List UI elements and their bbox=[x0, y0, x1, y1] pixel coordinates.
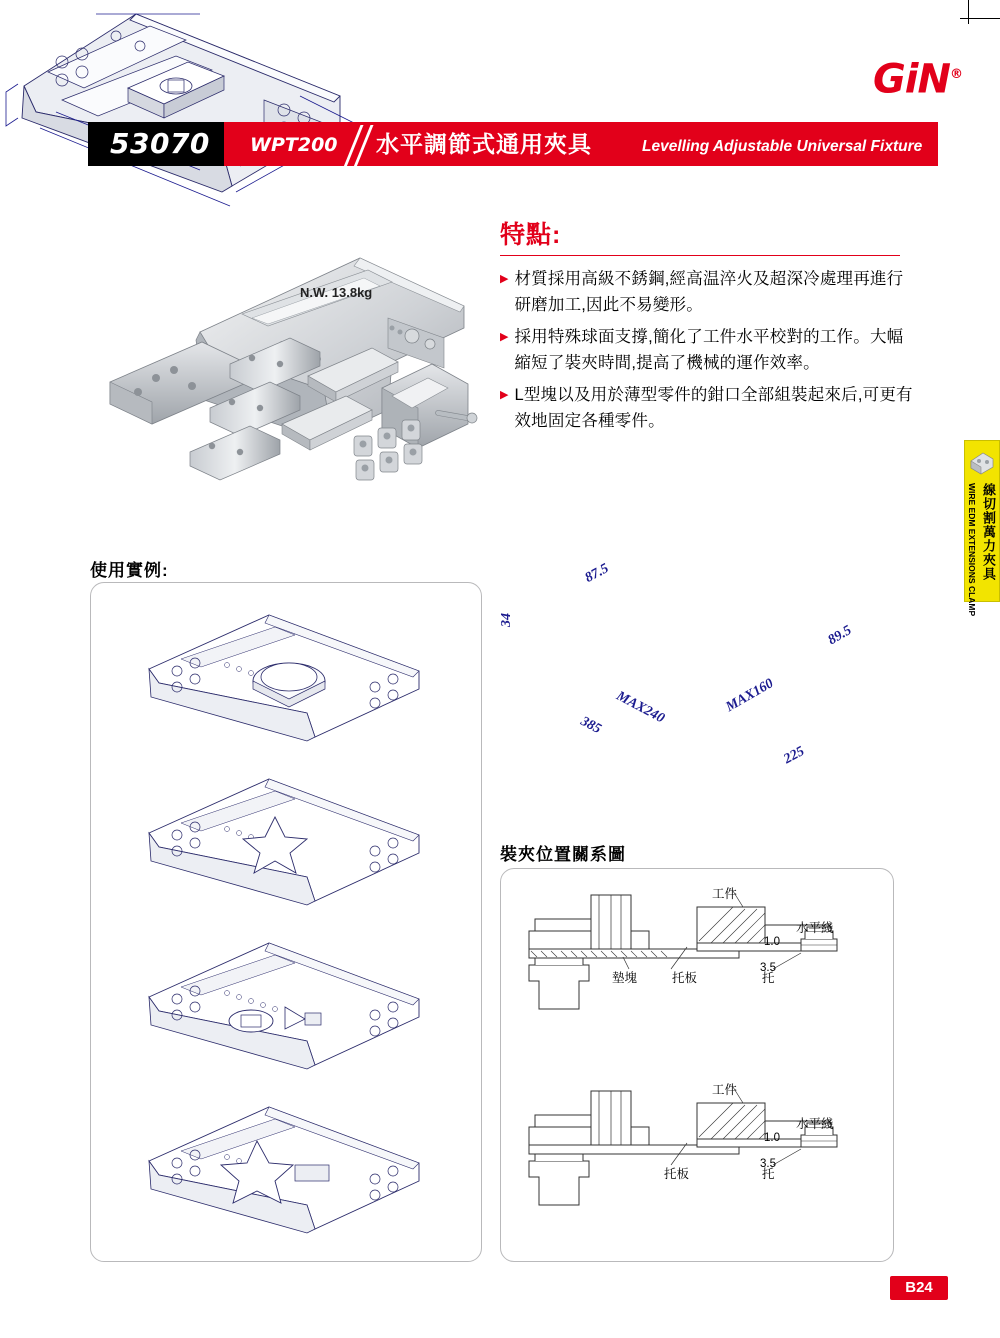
crop-mark-top-right-h bbox=[960, 18, 1000, 19]
features-divider bbox=[500, 255, 900, 256]
product-model: WPT200 bbox=[250, 134, 338, 156]
brand-logo bbox=[784, 52, 962, 103]
product-titlebar bbox=[88, 122, 938, 166]
example-drawing-4 bbox=[149, 1107, 419, 1233]
clamp-diagram-bottom bbox=[529, 1087, 837, 1205]
examples-heading: 使用實例: bbox=[90, 561, 169, 580]
clamp-diagram-top bbox=[529, 891, 837, 1009]
product-title-chinese: 水平調節式通用夾具 bbox=[376, 131, 592, 157]
brand-logo-text bbox=[784, 52, 962, 102]
dim-top-width: 87.5 bbox=[582, 561, 612, 586]
feature-text: L型塊以及用於薄型零件的鉗口全部組裝起來后,可更有效地固定各種零件。 bbox=[514, 386, 913, 430]
chevron-divider-icon bbox=[346, 125, 372, 163]
clamp-bottom-level-line-label: 水平綫 bbox=[796, 1117, 834, 1131]
clamp-top-dim-1: 1.0 bbox=[764, 936, 780, 948]
dim-length: 385 bbox=[577, 714, 604, 738]
product-photo bbox=[92, 240, 492, 520]
dim-height: 34 bbox=[499, 613, 514, 627]
side-tab-english: WIRE EDM EXTENSIONS CLAMP bbox=[967, 483, 977, 617]
brand-logo-label: GiN bbox=[872, 56, 950, 103]
usage-examples-panel bbox=[90, 582, 482, 1262]
side-index-tab bbox=[964, 440, 1000, 617]
bullet-triangle-icon: ▶ bbox=[500, 331, 509, 343]
clamp-top-block-label: 墊塊 bbox=[612, 971, 638, 985]
dim-max-y: MAX240 bbox=[613, 688, 667, 727]
side-tab-chinese: 線切割萬力夾具 bbox=[981, 483, 996, 581]
clamp-top-support-label: 托 bbox=[762, 971, 775, 985]
clamp-bottom-dim-2: 3.5 bbox=[760, 1158, 776, 1170]
registered-mark-icon: ® bbox=[950, 67, 962, 82]
example-drawing-3 bbox=[149, 943, 419, 1069]
clamp-position-panel bbox=[500, 868, 894, 1262]
clamp-top-level-line-label: 水平綫 bbox=[796, 921, 834, 935]
bullet-triangle-icon: ▶ bbox=[500, 389, 509, 401]
bullet-triangle-icon: ▶ bbox=[500, 273, 509, 285]
product-title-english: Levelling Adjustable Universal Fixture bbox=[642, 138, 923, 155]
clamp-top-pallet-label: 托板 bbox=[672, 971, 698, 985]
clamp-bottom-support-label: 托 bbox=[762, 1167, 775, 1181]
dim-max-x: MAX160 bbox=[723, 676, 777, 716]
fixture-pins bbox=[354, 420, 422, 480]
side-tab-thumbnail-icon bbox=[969, 447, 995, 477]
feature-text: 材質採用高級不銹鋼,經高温淬火及超深冷處理再進行研磨加工,因此不易變形。 bbox=[514, 270, 904, 314]
clamp-bottom-workpiece-label: 工件 bbox=[712, 1083, 738, 1097]
clamp-bottom-dim-1: 1.0 bbox=[764, 1132, 780, 1144]
example-drawing-2 bbox=[149, 779, 419, 905]
crop-mark-top-right-v bbox=[968, 0, 969, 24]
clamp-bottom-pallet-label: 托板 bbox=[664, 1167, 690, 1181]
dim-width: 225 bbox=[781, 744, 808, 768]
dim-right-depth: 89.5 bbox=[825, 622, 855, 649]
feature-item bbox=[500, 266, 920, 318]
features-block bbox=[500, 215, 920, 440]
example-drawing-1 bbox=[149, 615, 419, 741]
features-heading: 特點: bbox=[500, 221, 562, 249]
clamp-top-workpiece-label: 工件 bbox=[712, 887, 738, 901]
feature-item bbox=[500, 324, 920, 376]
net-weight-label: N.W. 13.8kg bbox=[300, 285, 373, 300]
feature-item bbox=[500, 382, 920, 434]
clamp-heading: 裝夾位置關系圖 bbox=[500, 845, 626, 864]
page-number-badge: B24 bbox=[890, 1276, 948, 1300]
product-code: 53070 bbox=[110, 127, 210, 160]
clamp-top-dim-2: 3.5 bbox=[760, 962, 776, 974]
feature-text: 採用特殊球面支撐,簡化了工件水平校對的工作。大幅縮短了裝夾時間,提高了機械的運作效率。 bbox=[514, 328, 904, 372]
